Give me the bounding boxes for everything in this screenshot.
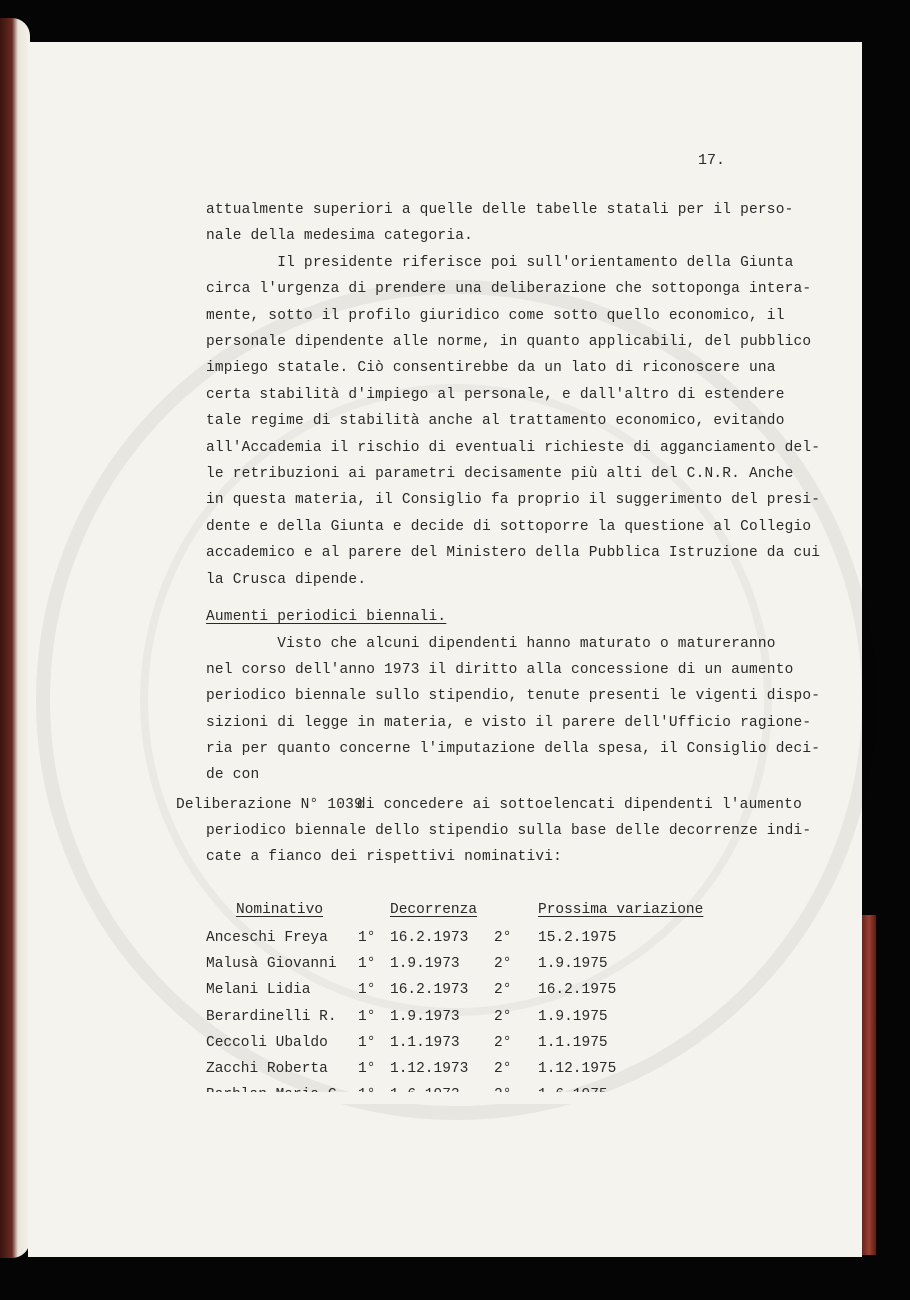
text-line: tale regime di stabilità anche al trattamento economico, evitando (206, 413, 785, 430)
cell-name: Ceccoli Ubaldo (206, 1034, 328, 1051)
cell-decorrenza: 16.2.1973 (390, 930, 469, 946)
cell-ordinal: 2° (494, 1008, 512, 1025)
cell-prossima: 15.2.1975 (538, 930, 617, 946)
cell-ordinal: 2° (494, 956, 512, 973)
text-line: attualmente superiori a quelle delle tabelle statali per il perso- (206, 202, 794, 218)
text-line: periodico biennale sullo stipendio, tenute presenti le vigenti dispo- (206, 688, 821, 705)
text-line: all'Accademia il rischio di eventuali richieste di agganciamento del- (206, 439, 821, 456)
text-line: accademico e al parere del Ministero della Pubblica Istruzione da cui (206, 545, 821, 562)
cell-ordinal: 2° (494, 1061, 512, 1077)
text-line: di concedere ai sottoelencati dipendenti l'aumento (348, 797, 802, 813)
cell-ordinal: 1° (358, 1061, 376, 1077)
left-page-edge (0, 18, 30, 1258)
cell-decorrenza: 16.2.1973 (390, 982, 469, 999)
cell-name: Anceschi Freya (206, 930, 328, 946)
text-line: personale dipendente alle norme, in quanto applicabili, del pubblico (206, 334, 812, 350)
table-header-prossima: Prossima variazione (538, 902, 704, 918)
cell-name: Berardinelli R. (206, 1008, 337, 1025)
cell-prossima: 1.9.1975 (538, 956, 608, 973)
text-line: circa l'urgenza di prendere una deliberazione che sottoponga intera- (206, 281, 812, 298)
section-heading: Aumenti periodici biennali. (206, 609, 447, 625)
cell-ordinal: 1° (358, 956, 376, 973)
cell-prossima: 1.9.1975 (538, 1008, 608, 1025)
deliberation-label: Deliberazione N° 1039 (176, 797, 363, 813)
cell-ordinal: 1° (358, 1008, 376, 1025)
text-line: cate a fianco dei rispettivi nominativi: (206, 849, 563, 865)
text-line: nel corso dell'anno 1973 il diritto alla concessione di un aumento (206, 662, 794, 679)
cell-ordinal: 2° (494, 982, 512, 999)
page-number: 17. (698, 152, 726, 169)
text-line: impiego statale. Ciò consentirebbe da un lato di riconoscere una (206, 360, 776, 377)
text-line: mente, sotto il profilo giuridico come sotto quello economico, il (206, 307, 785, 324)
cell-decorrenza: 1.9.1973 (390, 956, 460, 973)
cell-prossima: 16.2.1975 (538, 982, 617, 999)
scan-cutoff (28, 1092, 862, 1104)
table-header-decorrenza: Decorrenza (390, 902, 478, 918)
text-line: nale della medesima categoria. (206, 228, 474, 245)
text-line: de con (206, 767, 260, 783)
text-line: Il presidente riferisce poi sull'orientamento della Giunta (206, 254, 794, 271)
cell-name: Malusà Giovanni (206, 956, 337, 973)
text-line: dente e della Giunta e decide di sottoporre la questione al Collegio (206, 518, 812, 535)
text-line: la Crusca dipende. (206, 571, 367, 588)
text-line: periodico biennale dello stipendio sulla base delle decorrenze indi- (206, 823, 812, 839)
cell-ordinal: 2° (494, 930, 512, 946)
cell-decorrenza: 1.1.1973 (390, 1034, 460, 1051)
cell-ordinal: 1° (358, 982, 376, 999)
table-header-nominativo: Nominativo (236, 902, 324, 918)
cell-prossima: 1.12.1975 (538, 1061, 617, 1077)
text-line: le retribuzioni ai parametri decisamente più alti del C.N.R. Anche (206, 466, 794, 482)
text-line: certa stabilità d'impiego al personale, e dall'altro di estendere (206, 386, 785, 403)
cell-ordinal: 1° (358, 930, 376, 946)
cell-ordinal: 1° (358, 1034, 376, 1051)
cell-name: Zacchi Roberta (206, 1061, 328, 1077)
text-line: sizioni di legge in materia, e visto il parere dell'Ufficio ragione- (206, 714, 812, 731)
book-cover-edge (862, 915, 876, 1255)
text-line: Visto che alcuni dipendenti hanno maturato o matureranno (206, 636, 776, 652)
cell-prossima: 1.1.1975 (538, 1034, 608, 1051)
cell-decorrenza: 1.12.1973 (390, 1061, 469, 1077)
text-line: ria per quanto concerne l'imputazione della spesa, il Consiglio deci- (206, 740, 821, 757)
cell-ordinal: 2° (494, 1034, 512, 1051)
document-page (28, 42, 862, 1257)
text-line: in questa materia, il Consiglio fa proprio il suggerimento del presi- (206, 492, 821, 509)
cell-decorrenza: 1.9.1973 (390, 1008, 460, 1025)
cell-name: Melani Lidia (206, 982, 311, 999)
